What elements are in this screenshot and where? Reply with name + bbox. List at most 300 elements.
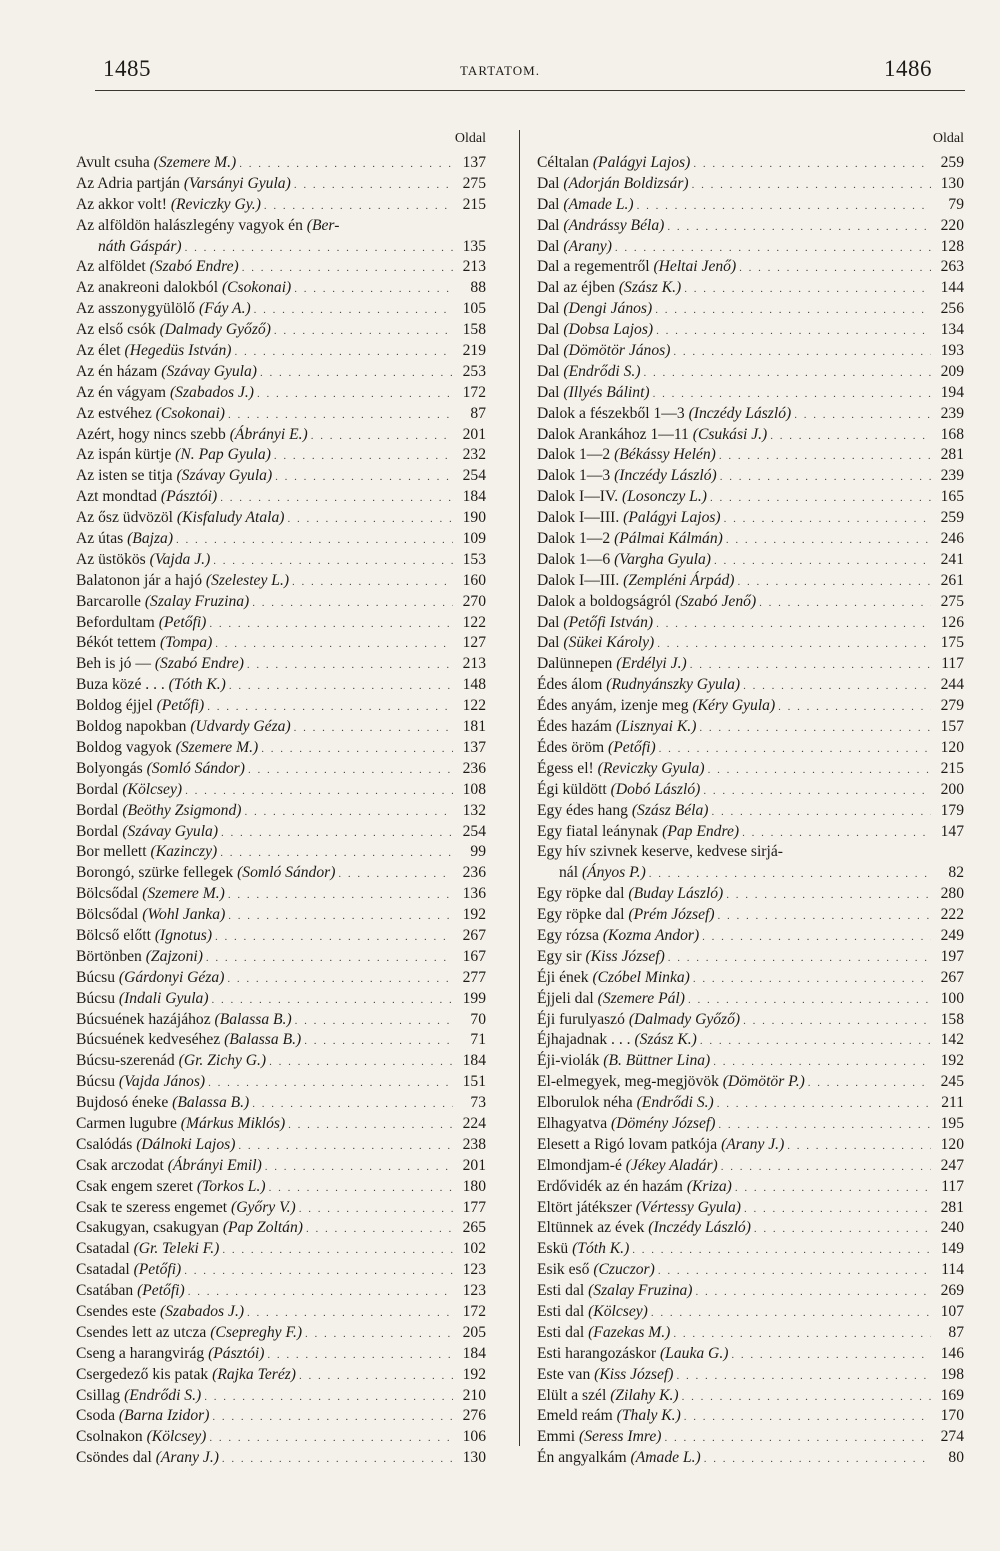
entry-author: (Inczédy László) [648,1219,751,1237]
entry-title-text: Borongó, szürke fellegek [76,864,238,882]
entry-title [537,1448,701,1469]
dot-leader [215,927,453,948]
entry-title-text: Dalok 1—2 [537,530,615,548]
dot-leader [690,655,931,676]
dot-leader [719,446,931,467]
entry-author: (Varsányi Gyula) [183,174,291,192]
entry-title [76,592,249,613]
index-entry [76,278,486,299]
index-entry [76,1093,486,1114]
entry-page-number: 120 [940,738,964,756]
dot-leader [228,885,453,906]
entry-title [76,801,241,822]
index-entry [76,633,486,654]
entry-page-number: 249 [940,926,964,944]
index-entry [537,801,964,822]
index-entry [76,1427,486,1448]
entry-title-text: Csendes este [76,1302,161,1320]
entry-author: (Adorján Boldizsár) [563,174,689,192]
entry-title [537,926,699,947]
entry-title-text: Az ősz üdvözöl [76,509,177,527]
entry-title [559,863,646,884]
entry-author: (Thaly K.) [616,1407,681,1425]
index-entry [76,174,486,195]
page-number-left: 1485 [103,56,151,81]
entry-page-number: 265 [462,1219,486,1237]
index-entry [537,1365,964,1386]
dot-leader [185,781,453,802]
index-entry [537,1114,964,1135]
entry-title-text: Dal az éjben [537,279,619,297]
index-entry [76,968,486,989]
index-entry [537,926,964,947]
entry-title-text: Dalok 1—6 [537,550,615,568]
dot-leader [684,1407,931,1428]
entry-page-number: 190 [462,509,486,527]
entry-title [537,1030,697,1051]
entry-title [537,968,690,989]
entry-title [537,1365,673,1386]
index-entry [537,822,964,843]
entry-title-text: El-elmegyek, meg-megjövök [537,1073,723,1091]
entry-title-text: Dalok I—III. [537,509,624,527]
entry-title-text: Befordultam [76,613,159,631]
index-entry [537,947,964,968]
entry-title [537,425,767,446]
index-entry [76,1156,486,1177]
entry-page-number: 148 [462,676,486,694]
entry-page-number: 238 [462,1135,486,1153]
entry-title-text: Az élet [76,342,125,360]
entry-title-text: Carmen lugubre [76,1114,181,1132]
entry-page-number: 107 [940,1302,964,1320]
entry-page-number: 213 [462,655,486,673]
entry-title [76,1218,303,1239]
index-entry [537,633,964,654]
dot-leader [204,1387,453,1408]
entry-author: (Torkos L.) [196,1177,266,1195]
entry-title [76,1406,209,1427]
entry-title [537,884,723,905]
entry-title-text: Csergedező kis patak [76,1365,213,1383]
dot-leader [808,1073,931,1094]
entry-title-text: Dalok Arankához 1—11 [537,425,693,443]
entry-title-text: Esti dal [537,1282,589,1300]
entry-title [537,278,681,299]
entry-title [537,905,715,926]
entry-title [76,1323,302,1344]
entry-title-text: Esik eső [537,1261,594,1279]
entry-title-text: Csakugyan, csakugyan [76,1219,223,1237]
entry-author: (Szemere M.) [142,885,225,903]
index-entry [537,759,964,780]
index-entry [76,257,486,278]
entry-author: (Szávay Gyula) [176,467,273,485]
entry-title [537,445,716,466]
entry-author: (Kölcsey) [588,1302,648,1320]
entry-author: (Szabó Endre) [154,655,244,673]
entry-page-number: 199 [462,989,486,1007]
dot-leader [176,530,453,551]
index-entry [76,216,486,237]
dot-leader [292,572,453,593]
entry-author: (Czóbel Minka) [592,968,690,986]
entry-title-text: Bordal [76,780,123,798]
entry-title [76,1177,266,1198]
entry-author: (Kölcsey) [122,780,183,798]
index-entry [76,153,486,174]
entry-author: (Dömény József) [611,1114,716,1132]
index-entry [76,341,486,362]
index-entry [76,237,486,258]
dot-leader [215,634,453,655]
index-entry [76,1344,486,1365]
entry-title-text: Égess el! [537,759,598,777]
index-entry [76,613,486,634]
entry-title [537,801,709,822]
dot-leader [287,509,453,530]
dot-leader [252,593,453,614]
entry-page-number: 117 [941,655,964,673]
index-entry [537,1051,964,1072]
entry-page-number: 279 [940,697,964,715]
dot-leader [656,614,931,635]
entry-title-text: Csendes lett az utcza [76,1323,211,1341]
entry-author: (Szabó Endre) [149,258,239,276]
entry-author: (Kéry Gyula) [692,697,776,715]
entry-page-number: 211 [941,1094,964,1112]
entry-title [76,299,251,320]
dot-leader [615,238,931,259]
dot-leader [744,1199,931,1220]
entry-title [537,989,685,1010]
entry-author: (Arany J.) [155,1449,219,1467]
entry-title [76,174,291,195]
entry-title-text: Az ispán kürtje [76,446,176,464]
entry-page-number: 222 [940,906,964,924]
entry-title-text: Esti dal [537,1323,589,1341]
entry-title [537,195,634,216]
index-entry [537,654,964,675]
dot-leader [724,509,931,530]
entry-author: (Szabados J.) [160,1302,245,1320]
entry-title [76,529,173,550]
entry-author: (Zajzoni) [145,947,203,965]
index-entry [537,1406,964,1427]
entry-author: (Csepreghy F.) [210,1323,303,1341]
index-entry [537,341,964,362]
dot-leader [673,342,931,363]
entry-page-number: 193 [940,342,964,360]
entry-author: (B. Büttner Lina) [603,1052,711,1070]
entry-title-text: Dal [537,174,564,192]
entry-page-number: 108 [462,780,486,798]
dot-leader [260,363,453,384]
dot-leader [229,676,453,697]
dot-leader [794,405,931,426]
dot-leader [294,175,453,196]
header-rule [95,90,965,91]
entry-author: (Márkus Miklós) [180,1114,286,1132]
entry-title-text: nál [559,864,582,882]
index-entry [537,320,964,341]
dot-leader [778,697,931,718]
index-entry [537,362,964,383]
dot-leader [209,1428,453,1449]
dot-leader [742,823,931,844]
entry-author: (Buday László) [628,885,724,903]
index-entry [76,884,486,905]
index-entry [537,174,964,195]
entry-page-number: 259 [940,154,964,171]
entry-title-text: Az én házam [76,362,162,380]
index-entry [76,466,486,487]
index-entry [76,1177,486,1198]
entry-title [537,654,687,675]
entry-author: (Fáy A.) [199,300,251,318]
entry-title [537,1323,670,1344]
index-entry [537,968,964,989]
entry-title-text: Csak arczodat [76,1156,168,1174]
dot-leader [261,739,453,760]
dot-leader [700,1031,931,1052]
entry-author: (Szász K.) [634,1031,697,1049]
entry-title [537,717,696,738]
dot-leader [655,300,931,321]
dot-leader [295,1011,453,1032]
entry-title-text: Egy rózsa [537,926,603,944]
index-entry [537,1386,964,1407]
dot-leader [228,906,453,927]
dot-leader [265,1157,453,1178]
entry-author: (Szelestey L.) [205,571,290,589]
entry-title-text: Cseng a harangvirág [76,1344,209,1362]
entry-title-text: Egy röpke dal [537,885,629,903]
dot-leader [209,614,453,635]
entry-page-number: 219 [462,342,486,360]
dot-leader [667,217,931,238]
dot-leader [739,258,931,279]
entry-title-text: Bordal [76,822,123,840]
dot-leader [737,572,931,593]
right-page-heading: Oldal [932,131,964,146]
entry-author: (Pásztói) [208,1344,265,1362]
entry-title [76,466,272,487]
dot-leader [185,238,453,259]
entry-title-text: Dal a regementről [537,258,654,276]
index-entry [76,383,486,404]
dot-leader [248,760,453,781]
entry-title [537,780,700,801]
dot-leader [188,1282,453,1303]
index-entry [537,592,964,613]
entry-title-text: Elült a szél [537,1386,611,1404]
entry-page-number: 280 [940,885,964,903]
entry-author: (Gárdonyi Géza) [118,968,225,986]
index-entry [76,425,486,446]
index-entry [537,780,964,801]
entry-page-number: 144 [940,279,964,297]
entry-title [76,341,231,362]
entry-title [537,550,711,571]
entry-title [76,1448,219,1469]
index-entry [537,1239,964,1260]
dot-leader [644,363,931,384]
dot-leader [696,1282,932,1303]
dot-leader [632,1240,931,1261]
entry-title [537,383,650,404]
entry-author: (Amade L.) [563,195,634,213]
index-entry [537,696,964,717]
dot-leader [720,467,931,488]
entry-author: (Pálmai Kálmán) [614,530,723,548]
entry-title [537,257,736,278]
index-entry [537,1177,964,1198]
entry-title [76,1427,206,1448]
entry-title-text: Börtönben [76,947,146,965]
entry-page-number: 142 [940,1031,964,1049]
entry-title [537,320,653,341]
entry-title [537,1406,681,1427]
entry-page-number: 132 [462,801,486,819]
entry-page-number: 184 [462,488,486,506]
dot-leader [754,1219,931,1240]
entry-title [76,633,212,654]
dot-leader [269,1052,453,1073]
entry-author: (Tompa) [160,634,213,652]
entry-title [76,905,225,926]
entry-page-number: 122 [462,613,486,631]
entry-title [537,696,775,717]
entry-author: (Dömötör P.) [722,1073,805,1091]
entry-title [76,759,245,780]
index-entry [537,1198,964,1219]
index-entry [537,508,964,529]
dot-leader [244,802,453,823]
entry-author: (Heltai Jenő) [653,258,737,276]
entry-page-number: 122 [462,697,486,715]
dot-leader [721,1157,931,1178]
index-entry [76,801,486,822]
dot-leader [658,1261,931,1282]
entry-title-text: Barcarolle [76,592,145,610]
entry-author: náth Gáspár) [98,237,182,255]
entry-title-text: Édes hazám [537,718,616,736]
entry-author: (Dengi János) [563,300,653,318]
dot-leader [222,1240,453,1261]
entry-author: (Csokonai) [155,404,225,422]
entry-author: (Dobó László) [610,780,701,798]
entry-title [537,1198,741,1219]
index-entry [537,842,964,863]
entry-title-text: Azért, hogy nincs szebb [76,425,230,443]
entry-page-number: 168 [940,425,964,443]
entry-page-number: 240 [940,1219,964,1237]
index-entry [537,299,964,320]
entry-page-number: 128 [940,237,964,255]
entry-title-text: Csillag [76,1386,125,1404]
index-entry [76,320,486,341]
entry-title [537,1156,718,1177]
dot-leader [247,1303,453,1324]
entry-title-text: Dalünnepen [537,655,617,673]
entry-author: (Amade L.) [630,1449,701,1467]
entry-title-text: Dalok 1—3 [537,467,615,485]
dot-leader [726,530,931,551]
entry-author: (Kazinczy) [150,843,218,861]
entry-page-number: 134 [940,321,964,339]
entry-title-text: Bordal [76,801,123,819]
entry-page-number: 114 [941,1261,964,1279]
entry-title [76,425,308,446]
entry-title-text: Eskü [537,1240,573,1258]
entry-title [76,968,224,989]
entry-page-number: 236 [462,759,486,777]
index-entry [76,654,486,675]
entry-author: (Jékey Aladár) [625,1156,718,1174]
entry-title [76,1051,266,1072]
entry-page-number: 136 [462,885,486,903]
dot-leader [743,1011,931,1032]
entry-page-number: 130 [940,174,964,192]
entry-title-text: Dalok a boldogságról [537,592,676,610]
entry-page-number: 109 [462,530,486,548]
entry-title-text: Éjjeli dal [537,989,598,1007]
entry-author: (Vajda J.) [149,550,211,568]
entry-author: (Palágyi Lajos) [592,154,691,171]
entry-page-number: 198 [940,1365,964,1383]
dot-leader [704,1449,931,1470]
entry-author: (Vértessy Gyula) [635,1198,741,1216]
entry-title-text: Édes álom [537,676,607,694]
index-entry [76,1135,486,1156]
index-entry [76,1260,486,1281]
entry-page-number: 256 [940,300,964,318]
entry-author: (Petőfi István) [563,613,654,631]
entry-title-text: Az akkor volt! [76,195,171,213]
dot-leader [294,718,453,739]
index-entry [537,383,964,404]
entry-page-number: 158 [940,1010,964,1028]
entry-page-number: 192 [940,1052,964,1070]
entry-page-number: 130 [462,1449,486,1467]
index-entry [76,550,486,571]
dot-leader [787,1136,931,1157]
entry-title [537,1302,648,1323]
index-entry [76,1323,486,1344]
dot-leader [664,1428,931,1449]
entry-author: (Somló Sándor) [146,759,245,777]
entry-title [537,843,783,860]
entry-title [76,1030,301,1051]
entry-author: (Endrődi S.) [563,362,641,380]
entry-title-text: Esti dal [537,1302,589,1320]
dot-leader [212,1407,453,1428]
entry-title-text: Emmi [537,1428,580,1446]
index-entry [76,1030,486,1051]
entry-title [537,633,654,654]
dot-leader [708,760,931,781]
entry-page-number: 210 [462,1386,486,1404]
dot-leader [304,1031,453,1052]
entry-title [76,654,244,675]
entry-author: (Petőfi) [158,613,207,631]
entry-title [537,237,612,258]
entry-author: (Szalay Fruzina) [144,592,250,610]
dot-leader [637,196,931,217]
dot-leader [676,1366,931,1387]
entry-page-number: 197 [940,947,964,965]
